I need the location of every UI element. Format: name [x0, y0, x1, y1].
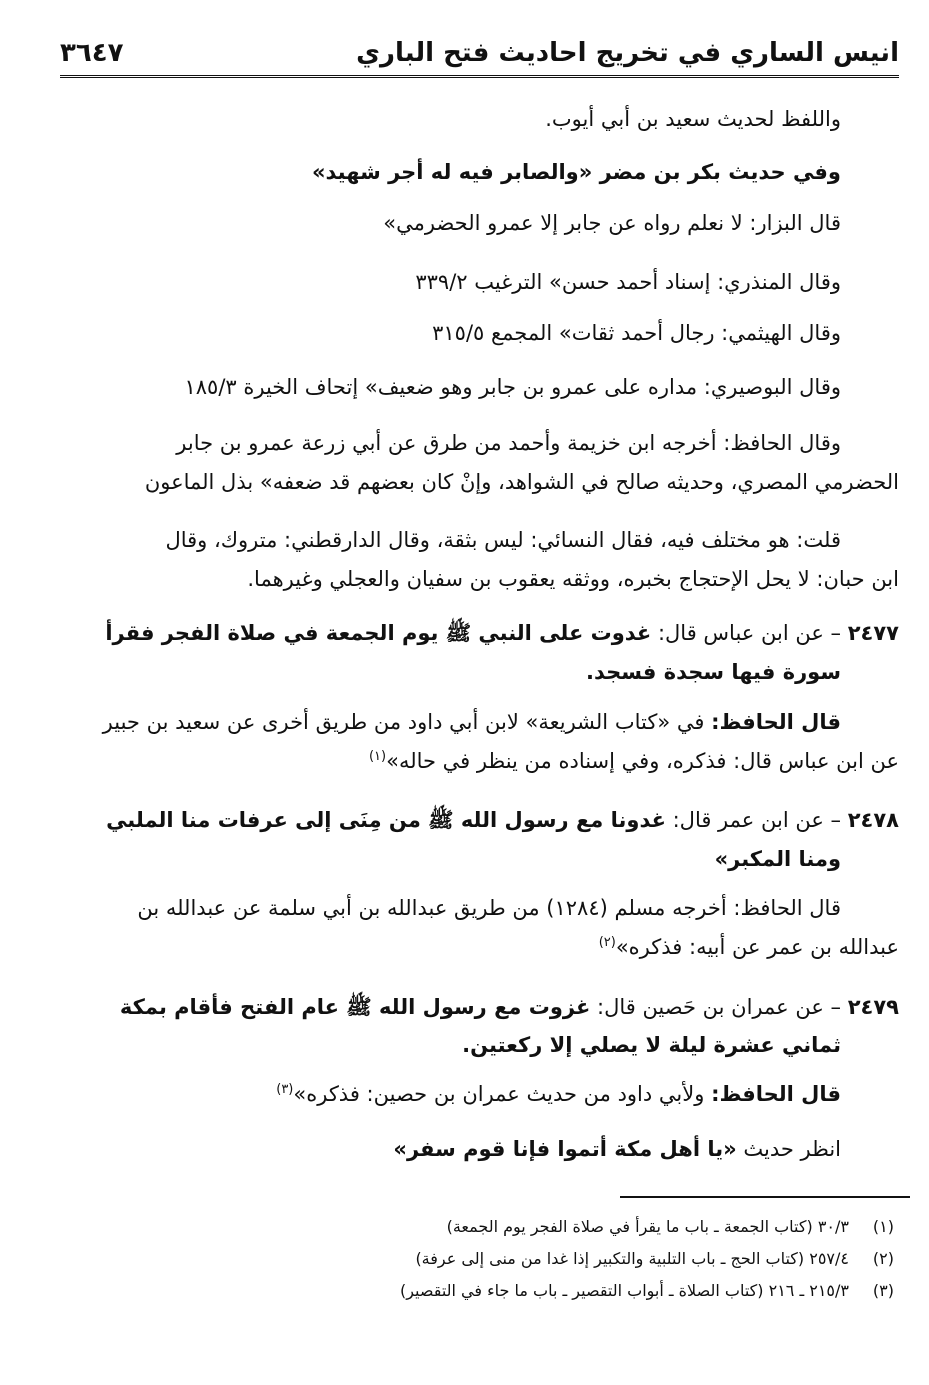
footnote-number: (٢)	[872, 1249, 894, 1268]
footnote-ref: (١)	[368, 749, 387, 764]
note-label: قال الحافظ:	[711, 710, 841, 734]
see-also-line	[393, 1134, 841, 1164]
footnote-text: ٣٠/٣ (كتاب الجمعة ـ باب ما يقرأ في صلاة الفجر يوم الجمعة)	[446, 1217, 849, 1236]
hadith-2479-line-2: ثماني عشرة ليلة لا يصلي إلا ركعتين.	[462, 1033, 841, 1057]
footnote-text: ٢١٥/٣ ـ ٢١٦ (كتاب الصلاة ـ أبواب التقصير ـ باب ما جاء في التقصير)	[399, 1281, 849, 1300]
footnote-number: (٣)	[872, 1281, 894, 1300]
body-line: قال البزار: لا نعلم رواه عن جابر إلا عمرو الحضرمي»	[383, 211, 841, 235]
hadith-2478-note-1: قال الحافظ: أخرجه مسلم (١٢٨٤) من طريق عبدالله بن أبي سلمة عن عبدالله بن	[137, 896, 841, 920]
note-text: عبدالله بن عمر عن أبيه: فذكره»	[615, 935, 899, 959]
hadith-2477-note-1	[103, 707, 841, 737]
page-header	[60, 28, 899, 78]
hadith-2479-note	[276, 1079, 841, 1109]
footnote-ref: (٣)	[276, 1082, 294, 1097]
footnote	[447, 1215, 894, 1239]
hadith-intro: – عن ابن عمر قال:	[672, 808, 842, 832]
footnote-text: ٢٥٧/٤ (كتاب الحج ـ باب التلبية والتكبير إذا غدا من منى إلى عرفة)	[415, 1249, 849, 1268]
body-line: وفي حديث بكر بن مضر «والصابر فيه له أجر شهيد»	[311, 160, 841, 184]
footnote-number: (١)	[872, 1217, 894, 1236]
hadith-text: غدوت على النبي ﷺ يوم الجمعة في صلاة الفجر فقرأ	[105, 621, 652, 645]
footnote	[400, 1279, 894, 1303]
note-text: في «كتاب الشريعة» لابن أبي داود من طريق أخرى عن سعيد بن جبير	[102, 710, 705, 734]
hadith-2477-line-2: سورة فيها سجدة فسجد.	[586, 660, 841, 684]
note-label: قال الحافظ:	[711, 1082, 841, 1106]
hadith-text: غدونا مع رسول الله ﷺ من مِنَى إلى عرفات منا الملبي	[106, 808, 666, 832]
hadith-intro: – عن ابن عباس قال:	[657, 621, 842, 645]
see-also-text: «يا أهل مكة أتموا فإنا قوم سفر»	[393, 1137, 737, 1161]
see-also-prefix: انظر حديث	[743, 1137, 841, 1161]
hadith-2477-note-2	[369, 746, 899, 776]
page-number: ٣٦٤٧	[60, 38, 124, 68]
body-line: وقال الهيثمي: رجال أحمد ثقات» المجمع ٣١٥/٥	[432, 321, 841, 345]
body-line: واللفظ لحديث سعيد بن أبي أيوب.	[545, 107, 841, 131]
running-title: انيس الساري في تخريج احاديث فتح الباري	[356, 38, 899, 68]
header-rule	[60, 75, 899, 78]
body-line: وقال الحافظ: أخرجه ابن خزيمة وأحمد من طرق عن أبي زرعة عمرو بن جابر	[176, 431, 841, 455]
body-line: قلت: هو مختلف فيه، فقال النسائي: ليس بثقة، وقال الدارقطني: متروك، وقال	[165, 528, 841, 552]
body-line: ابن حبان: لا يحل الإحتجاج بخبره، ووثقه يعقوب بن سفيان والعجلي وغيرهما.	[247, 567, 899, 591]
hadith-text: غزوت مع رسول الله ﷺ عام الفتح فأقام بمكة	[119, 995, 591, 1019]
note-text: عن ابن عباس قال: فذكره، وفي إسناده من ينظر في حاله»	[386, 749, 899, 773]
hadith-number: ٢٤٧٧	[847, 621, 899, 645]
note-text: ولأبي داود من حديث عمران بن حصين: فذكره»	[293, 1082, 705, 1106]
hadith-number: ٢٤٧٩	[847, 995, 899, 1019]
footnote-ref: (٢)	[598, 935, 616, 950]
hadith-2478-line-2: ومنا المكبر»	[714, 847, 841, 871]
hadith-intro: – عن عمران بن حَصين قال:	[597, 995, 842, 1019]
footnote	[415, 1247, 894, 1271]
hadith-2478-note-2	[599, 932, 899, 962]
hadith-2477-line-1	[105, 618, 899, 648]
footnote-separator	[620, 1196, 910, 1198]
hadith-2478-line-1	[106, 805, 899, 835]
hadith-number: ٢٤٧٨	[847, 808, 899, 832]
body-line: وقال البوصيري: مداره على عمرو بن جابر وهو ضعيف» إتحاف الخيرة ١٨٥/٣	[184, 375, 841, 399]
body-line: الحضرمي المصري، وحديثه صالح في الشواهد، وإنْ كان بعضهم قد ضعفه» بذل الماعون	[144, 470, 899, 494]
hadith-2479-line-1	[120, 992, 899, 1022]
body-line: وقال المنذري: إسناد أحمد حسن» الترغيب ٣٣٩/٢	[415, 270, 841, 294]
